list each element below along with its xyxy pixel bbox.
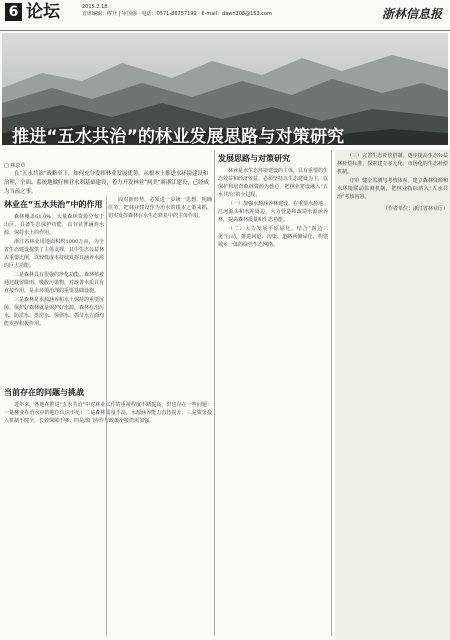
section-heading: 当前存在的问题与挑战 bbox=[4, 388, 84, 397]
author-affiliation: （作者单位：浙江省林业厅） bbox=[382, 206, 448, 212]
article-intro bbox=[4, 162, 211, 197]
section-title: 论坛 bbox=[26, 2, 60, 22]
paragraph: （四）健全监测与考核体系。建立森林资源和水环境联动监测机制，把林业指标纳入“五水共治”考核内容。 bbox=[337, 178, 448, 200]
intro-text: 在“五水共治”战略举下，如何充分发挥林业发展优势，从根本上推进水环境建设和治理，全面、系统地做好林业水利基础建设，着力开发林业“两美”新浙江建设，已经成为当前之事。 bbox=[4, 171, 209, 195]
author-byline: □ 林总草 bbox=[4, 163, 26, 169]
editor-contact: 首席编辑：缪升 | 审国强 · 电话：0571-86757199 · E-mail：dawn308@163.com bbox=[82, 11, 272, 17]
paragraph: （二）大力发展平原绿化。结合“四边三化”行动，推进河道、沟渠、道路两侧绿化，构建城乡一体的绿色生态网络。 bbox=[218, 226, 328, 248]
banner-photo bbox=[2, 33, 448, 145]
column-divider bbox=[106, 196, 107, 636]
article-headline: 推进“五水共治”的林业发展思路与对策研究 bbox=[12, 127, 345, 145]
column-3 bbox=[218, 150, 328, 636]
paragraph: 面对新形势，必须进一步统一思想、明确任务，把林业建设作为治水的根本之策来抓，切实发挥森林在水生态修复中的主体作用。 bbox=[108, 197, 212, 219]
paragraph: 近年来，各地在推进“五水共治”中对林业工作的重视程度不断提高，但也存在一些问题：一是林业在治水中的地位认识不足；二是森林质量不高，水源涵养能力有待提升；三是资金投入机制不健全，长效保障不够；四是部门协作与政策衔接仍需加强。 bbox=[4, 402, 212, 424]
column-divider bbox=[331, 150, 332, 636]
column-4 bbox=[335, 150, 450, 640]
section-heading: 发展思路与对策研究 bbox=[218, 154, 290, 163]
column-2-top bbox=[108, 196, 212, 386]
masthead-logo: 浙林信息报 bbox=[381, 7, 442, 21]
paragraph: 二是森林具有很强的净化功能。森林植被通过截留降雨、吸收污染物，对改善水质具有直接作用，是水环境治理的重要基础设施。 bbox=[4, 272, 104, 294]
paragraph: 浙江省林业用地面积约1000万亩，为全省生态建设提供了主体支撑，其中生态公益林占重要比例，以较低成本持续发挥其涵养水源的巨大功能。 bbox=[4, 239, 104, 269]
header-meta bbox=[82, 4, 312, 18]
page-number: 6 bbox=[5, 3, 22, 21]
column-divider bbox=[214, 150, 215, 636]
issue-date: 2015.2.18 bbox=[82, 4, 108, 10]
paragraph: 林业是水生态环境建设的主体，具有重要的生态效益和经济效益。必须坚持以生态建设为主，以保护和培育森林资源为核心，把林业建设融入“五水共治”的全过程。 bbox=[218, 168, 328, 198]
section-heading: 林业在“五水共治”中的作用 bbox=[4, 200, 103, 209]
page-header bbox=[0, 0, 450, 31]
paragraph: 森林覆盖61.0%，大量森林资源分布于山区，具备生态保护功能，具有显著涵养水源、保持水土的作用。 bbox=[4, 214, 104, 236]
paragraph: （一）加强水源涵养林建设。在重要水源地、江河源头和水库周边，大力营造和改造水源涵养林，提高森林质量和生态功能。 bbox=[218, 201, 328, 223]
column-problems bbox=[4, 384, 212, 636]
paragraph: （三）完善生态补偿机制。逐步提高生态公益林补偿标准，探索建立多元化、市场化的生态补偿机制。 bbox=[337, 153, 448, 175]
paragraph: 三是森林是水源涵养和水土保持的重要屏障。保护好森林就是保护好水源，森林在治污水、防洪水、排涝水、保供水、抓节水方面均能发挥积极作用。 bbox=[4, 297, 104, 327]
